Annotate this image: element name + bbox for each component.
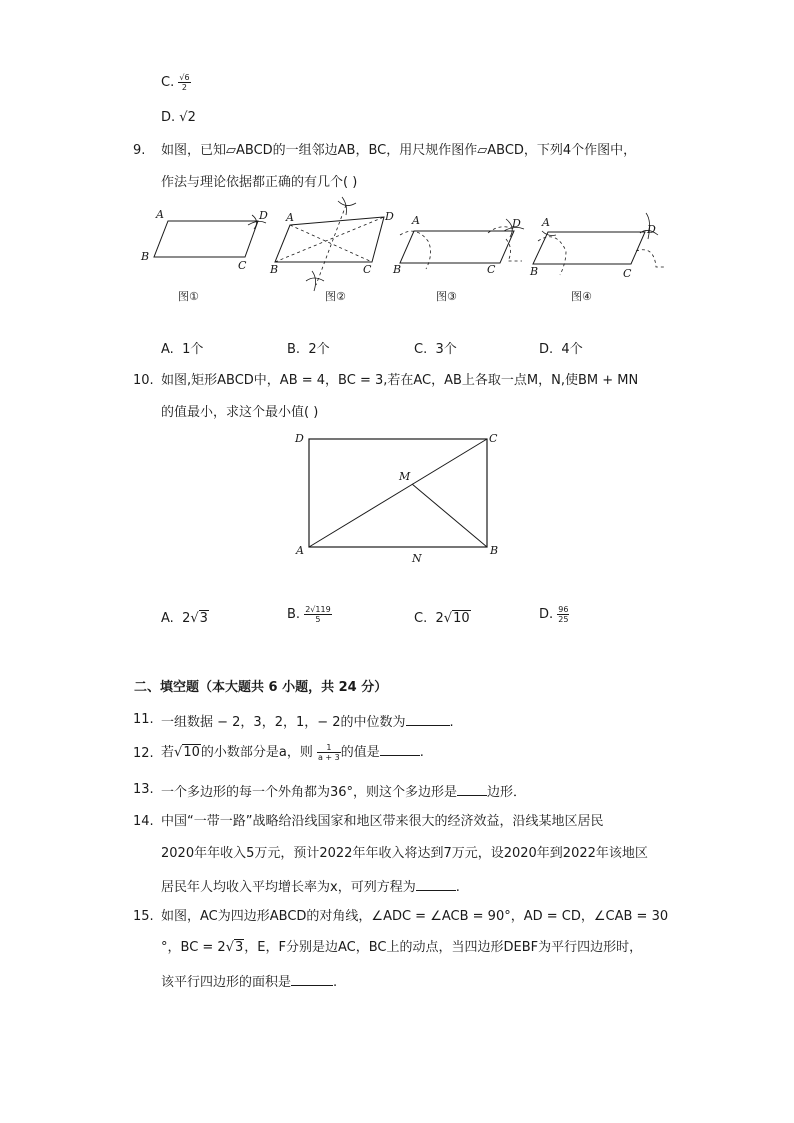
q10-option-c-coef: 2 bbox=[435, 611, 444, 626]
q15-line2: °，BC = 2√3，E，F分别是边AC，BC上的动点，当四边形DEBF为平行四边形时， bbox=[161, 940, 643, 955]
q10-stem-line2: 的值最小，求这个最小值( ) bbox=[161, 405, 319, 420]
q9-option-a-label: A. bbox=[161, 342, 174, 357]
q9-caption-2: 图② bbox=[325, 290, 346, 303]
q8-option-d-label: D. bbox=[161, 110, 176, 125]
q14-line1: 中国“一带一路”战略给沿线国家和地区带来很大的经济效益，沿线某地区居民 bbox=[161, 814, 604, 829]
q13-answer-blank[interactable] bbox=[457, 783, 487, 796]
q9-figure-4 bbox=[529, 213, 664, 303]
q10-stem-line1: 如图,矩形ABCD中，AB = 4，BC = 3,若在AC，AB上各取一点M，N,使BM + MN bbox=[161, 373, 639, 388]
q10-option-d[interactable] bbox=[539, 605, 569, 624]
q9-stem-line2: 作法与理论依据都正确的有几个( ) bbox=[161, 175, 358, 190]
q9-caption-1: 图① bbox=[178, 290, 199, 303]
q8-option-c-fraction: $\frac{√6}{2}$ bbox=[179, 73, 190, 92]
q9-option-c-text: 3个 bbox=[435, 342, 457, 357]
q10-option-b-label: B. bbox=[287, 607, 301, 622]
q9-f1-label-a: A bbox=[156, 208, 164, 221]
q10-option-a-coef: 2 bbox=[182, 611, 191, 626]
q10-option-d-fraction: $\frac{96}{25}$ bbox=[558, 605, 569, 624]
q9-f3-label-c: C bbox=[487, 263, 496, 276]
q8-option-c-label: C. bbox=[161, 75, 175, 90]
q9-f4-label-b: B bbox=[530, 265, 539, 278]
q10-label-n: N bbox=[412, 552, 422, 565]
q9-option-b-text: 2个 bbox=[308, 342, 330, 357]
q10-option-a-radicand: 3 bbox=[199, 611, 208, 626]
q9-option-a[interactable] bbox=[161, 343, 203, 356]
q15-radicand: 3 bbox=[235, 940, 244, 955]
q12-radicand: 10 bbox=[183, 745, 200, 760]
q15-line3: 该平行四边形的面积是 . bbox=[161, 975, 338, 990]
q9-option-d-text: 4个 bbox=[561, 342, 583, 357]
q10-option-c[interactable]: C. 2√10 bbox=[414, 611, 470, 626]
q9-f2-label-b: B bbox=[270, 263, 279, 276]
q15-number: 15. bbox=[133, 909, 154, 924]
q9-f4-label-c: C bbox=[623, 267, 632, 280]
q10-label-b: B bbox=[490, 544, 499, 557]
q14-line2: 2020年年收入5万元，预计2022年年收入将达到7万元，设2020年到2022年该地区 bbox=[161, 846, 648, 861]
q8-option-d-text: √2 bbox=[179, 110, 196, 125]
q9-f2-label-d: D bbox=[385, 210, 394, 223]
q10-option-d-label: D. bbox=[539, 607, 554, 622]
q11-number: 11. bbox=[133, 712, 154, 727]
q12-number: 12. bbox=[133, 746, 154, 761]
q9-figure-2 bbox=[269, 197, 394, 303]
q10-option-c-radicand: 10 bbox=[453, 611, 470, 626]
q9-f1-label-c: C bbox=[238, 259, 247, 272]
q10-figure bbox=[0, 428, 794, 568]
q9-caption-3: 图③ bbox=[436, 290, 457, 303]
q9-f1-label-d: D bbox=[259, 209, 268, 222]
q15-line1: 如图，AC为四边形ABCD的对角线，∠ADC = ∠ACB = 90°，AD = CD，∠CAB = 30 bbox=[161, 909, 669, 924]
q8-option-c[interactable] bbox=[161, 73, 191, 92]
q10-label-a: A bbox=[296, 544, 304, 557]
q9-option-d-label: D. bbox=[539, 342, 554, 357]
q10-option-b[interactable] bbox=[287, 605, 332, 624]
q10-label-m: M bbox=[399, 470, 411, 483]
section-2-title: 二、填空题（本大题共 6 小题，共 24 分） bbox=[134, 680, 388, 695]
q9-option-b[interactable] bbox=[287, 343, 330, 356]
q15-answer-blank[interactable] bbox=[291, 973, 333, 986]
q9-option-c-label: C. bbox=[414, 342, 428, 357]
q9-f4-label-a: A bbox=[542, 216, 550, 229]
q9-figure-1 bbox=[140, 208, 268, 303]
q10-option-b-fraction: $\frac{2√119}{5}$ bbox=[305, 605, 331, 624]
q11-text: 一组数据 − 2，3，2，1，− 2的中位数为 bbox=[161, 715, 406, 730]
q14-answer-blank[interactable] bbox=[416, 878, 456, 891]
q8-option-d[interactable] bbox=[161, 111, 196, 124]
q9-f1-label-b: B bbox=[141, 250, 150, 263]
q9-f3-label-a: A bbox=[412, 214, 420, 227]
q9-f3-label-d: D bbox=[512, 217, 521, 230]
q9-f3-label-b: B bbox=[393, 263, 402, 276]
q9-stem-line1: 如图，已知▱ABCD的一组邻边AB，BC，用尺规作图作▱ABCD，下列4个作图中， bbox=[161, 143, 637, 158]
q10-label-d: D bbox=[295, 432, 304, 445]
q9-f2-label-c: C bbox=[363, 263, 372, 276]
q13-stem: 一个多边形的每一个外角都为36°，则这个多边形是 边形． bbox=[161, 785, 527, 800]
q11-stem: 一组数据 − 2，3，2，1，− 2的中位数为 . bbox=[161, 715, 454, 730]
q12-fraction: $\frac{1}{a + 3}$ bbox=[317, 743, 340, 762]
q11-answer-blank[interactable] bbox=[406, 713, 450, 726]
q9-caption-4: 图④ bbox=[571, 290, 592, 303]
q14-number: 14. bbox=[133, 814, 154, 829]
q10-number: 10. bbox=[133, 373, 154, 388]
q13-number: 13. bbox=[133, 782, 154, 797]
q9-option-c[interactable] bbox=[414, 343, 457, 356]
q10-option-a[interactable]: A. 2√3 bbox=[161, 611, 208, 626]
q13-text: 一个多边形的每一个外角都为36°，则这个多边形是 bbox=[161, 785, 458, 800]
q9-figures bbox=[0, 195, 794, 335]
q9-option-b-label: B. bbox=[287, 342, 301, 357]
q10-label-c: C bbox=[489, 432, 498, 445]
q9-f2-label-a: A bbox=[286, 211, 294, 224]
q10-option-c-label: C. bbox=[414, 611, 428, 626]
q14-line3: 居民年人均收入平均增长率为x，可列方程为 . bbox=[161, 880, 460, 895]
q9-number: 9. bbox=[133, 143, 146, 158]
q12-stem: 若√10的小数部分是a，则 $\frac{1}{a + 3}$ 的值是 . bbox=[161, 743, 424, 762]
q9-f4-label-d: D bbox=[647, 223, 656, 236]
q9-option-a-text: 1个 bbox=[182, 342, 204, 357]
q10-option-a-label: A. bbox=[161, 611, 174, 626]
q9-option-d[interactable] bbox=[539, 343, 583, 356]
q9-figure-3 bbox=[392, 214, 524, 303]
q12-answer-blank[interactable] bbox=[380, 743, 420, 756]
